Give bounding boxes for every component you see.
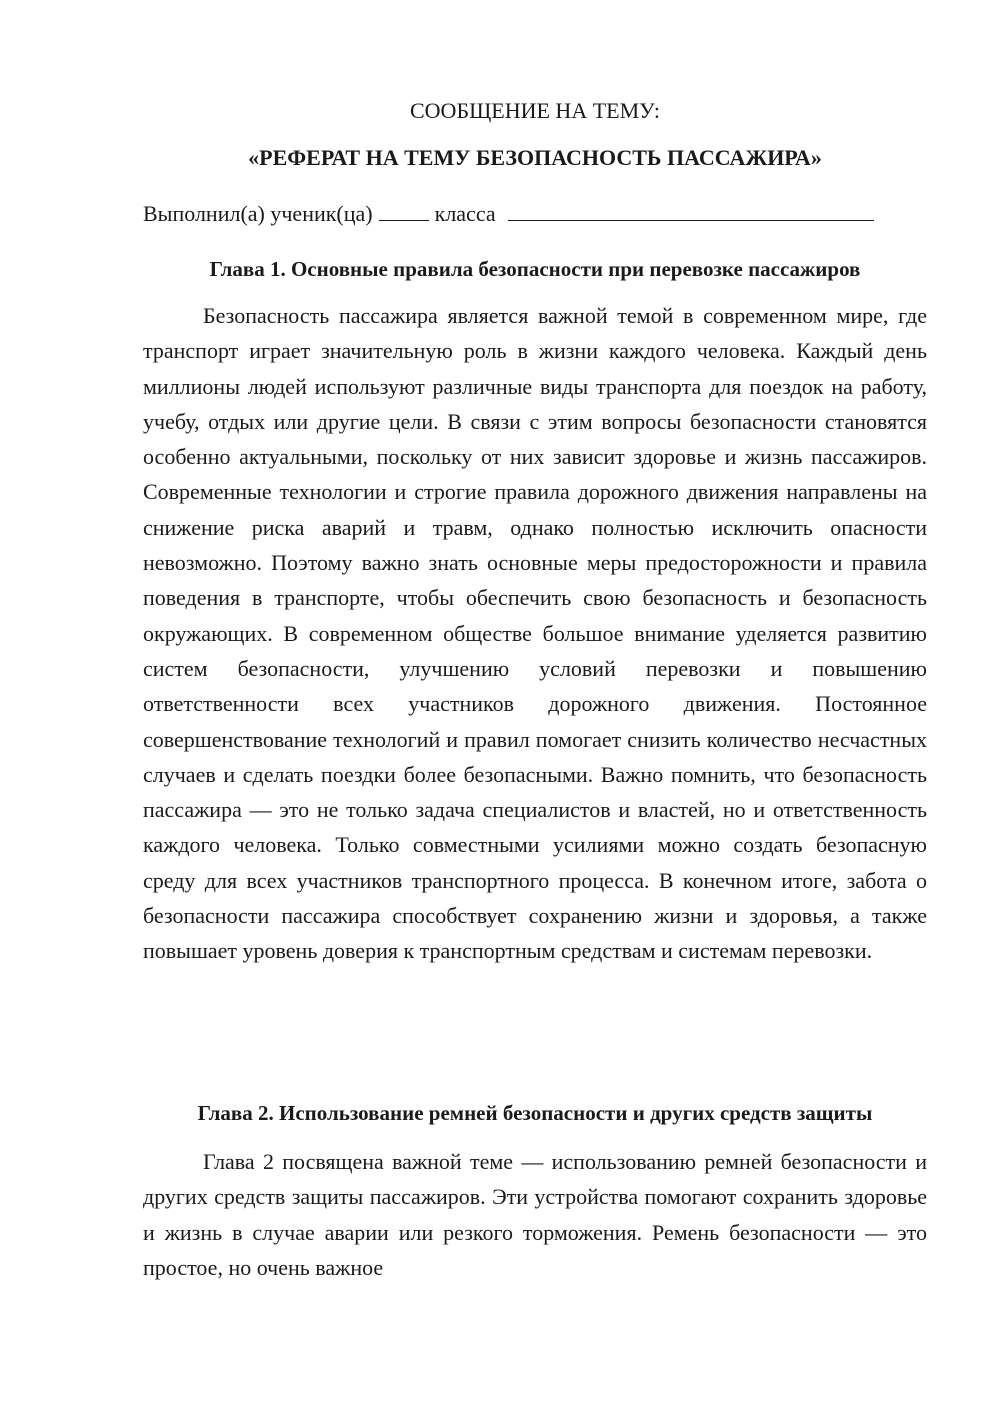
chapter-1-heading: Глава 1. Основные правила безопасности при перевозке пассажиров bbox=[209, 257, 861, 281]
document-title-line-1: СООБЩЕНИЕ НА ТЕМУ: bbox=[410, 98, 660, 123]
class-name-blank bbox=[508, 200, 874, 221]
class-number-blank bbox=[379, 200, 429, 221]
chapter-2-heading: Глава 2. Использование ремней безопасности и других средств защиты bbox=[197, 1101, 873, 1125]
author-line bbox=[143, 200, 927, 227]
chapter-1-paragraph: Безопасность пассажира является важной темой в современном мире, где транспорт играет значительную роль в жизни каждого человека. Каждый день миллионы людей используют различные виды транспорта для поездок на работу, учебу, отдых или другие цели. В связи с этим вопросы безопасности становятся особенно актуальными, поскольку от них зависит здоровье и жизнь пассажиров. Современные технологии и строгие правила дорожного движения направлены на снижение риска аварий и травм, однако полностью исключить опасности невозможно. Поэтому важно знать основные меры предосторожности и правила поведения в транспорте, чтобы обеспечить свою безопасность и безопасность окружающих. В современном обществе большое внимание уделяется развитию систем безопасности, улучшению условий перевозки и повышению ответственности всех участников дорожного движения. Постоянное совершенствование технологий и правил помогает снизить количество несчастных случаев и сделать поездки более безопасными. Важно помнить, что безопасность пассажира — это не только задача специалистов и властей, но и ответственность каждого человека. Только совместными усилиями можно создать безопасную среду для всех участников транспортного процесса. В конечном итоге, забота о безопасности пассажира способствует сохранению жизни и здоровья, а также повышает уровень доверия к транспортным средствам и системам перевозки. bbox=[143, 303, 927, 964]
author-prefix: Выполнил(а) ученик(ца) bbox=[143, 201, 373, 226]
document-title-line-2: «РЕФЕРАТ НА ТЕМУ БЕЗОПАСНОСТЬ ПАССАЖИРА» bbox=[248, 145, 822, 170]
chapter-2-paragraph: Глава 2 посвящена важной теме — использованию ремней безопасности и других средств защиты пассажиров. Эти устройства помогают сохранить здоровье и жизнь в случае аварии или резкого торможения. Ремень безопасности — это простое, но очень важное bbox=[143, 1149, 927, 1280]
class-label: класса bbox=[434, 201, 496, 226]
